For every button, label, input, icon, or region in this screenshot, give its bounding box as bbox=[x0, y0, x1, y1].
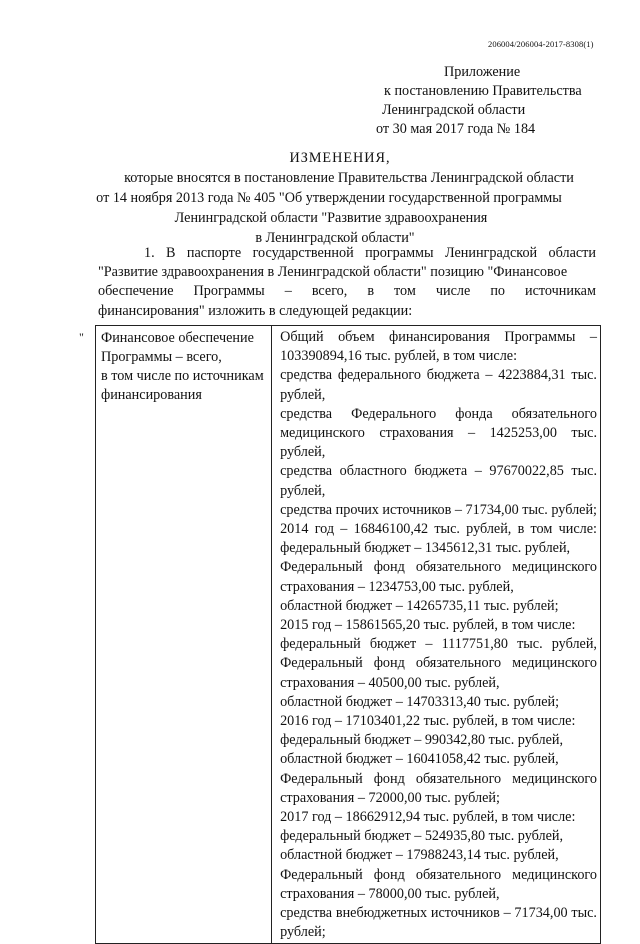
title-line: которые вносятся в постановление Правительства Ленинградской области bbox=[124, 170, 574, 186]
financing-line: областной бюджет – 14265735,11 тыс. рублей; bbox=[280, 597, 559, 614]
title-line: Ленинградской области "Развитие здравоохранения bbox=[174, 210, 488, 226]
paragraph-word: в bbox=[367, 283, 375, 300]
position-name-line: в том числе по источникам bbox=[101, 368, 264, 384]
document-id: 206004/206004-2017-8308(1) bbox=[488, 39, 594, 49]
financing-line: Федеральный фонд обязательного медицинского bbox=[280, 866, 597, 883]
paragraph-line: финансирования" изложить в следующей редакции: bbox=[98, 302, 413, 319]
financing-line: 2017 год – 18662912,94 тыс. рублей, в том числе: bbox=[280, 809, 576, 826]
paragraph-word: Ленинградской bbox=[444, 245, 538, 261]
financing-line: страхования – 72000,00 тыс. рублей; bbox=[280, 789, 500, 806]
financing-line: Федеральный фонд обязательного медицинского bbox=[280, 559, 597, 576]
financing-line: 2016 год – 17103401,22 тыс. рублей, в том числе: bbox=[280, 713, 576, 730]
document-title bbox=[0, 148, 640, 248]
paragraph-word: 1. bbox=[144, 245, 155, 261]
financing-line: страхования – 1234753,00 тыс. рублей, bbox=[280, 578, 514, 595]
table-row bbox=[96, 326, 601, 944]
financing-line: средства областного бюджета – 97670022,85 тыс. bbox=[280, 463, 597, 480]
financing-line: рублей, bbox=[280, 482, 326, 499]
financing-line: медицинского страхования – 1425253,00 тыс. bbox=[280, 425, 597, 442]
paragraph-line: "Развитие здравоохранения в Ленинградской области" позицию "Финансовое bbox=[98, 264, 568, 281]
title-heading: ИЗМЕНЕНИЯ, bbox=[289, 150, 391, 166]
paragraph-word: том bbox=[394, 283, 416, 300]
financing-line: областной бюджет – 16041058,42 тыс. рублей, bbox=[280, 751, 559, 768]
title-line: от 14 ноября 2013 года № 405 "Об утверждении государственной программы bbox=[96, 190, 562, 206]
paragraph-word: – bbox=[284, 283, 292, 300]
financing-line: Федеральный фонд обязательного медицинского bbox=[280, 770, 597, 787]
position-name-line: Программы – всего, bbox=[101, 349, 222, 365]
financing-line: федеральный бюджет – 1345612,31 тыс. рублей, bbox=[280, 540, 571, 557]
financing-line: Федеральный фонд обязательного медицинского bbox=[280, 655, 597, 672]
paragraph-word: всего, bbox=[311, 283, 348, 300]
financing-line: средства прочих источников – 71734,00 тыс. рублей; bbox=[280, 501, 597, 518]
paragraph-line bbox=[98, 282, 596, 301]
financing-table bbox=[95, 325, 601, 944]
financing-line: средства федерального бюджета – 4223884,31 тыс. bbox=[280, 367, 597, 384]
financing-line: федеральный бюджет – 1117751,80 тыс. рублей, bbox=[280, 636, 597, 653]
financing-line: средства Федерального фонда обязательного bbox=[280, 405, 597, 422]
paragraph-word: источникам bbox=[525, 283, 596, 300]
financing-line: страхования – 78000,00 тыс. рублей, bbox=[280, 885, 500, 902]
paragraph-word: государственной bbox=[252, 245, 354, 261]
opening-quote: " bbox=[79, 330, 84, 344]
paragraph-word: Программы bbox=[193, 283, 265, 300]
appendix-line: к постановлению Правительства bbox=[384, 83, 582, 99]
appendix-line: Ленинградской области bbox=[382, 102, 526, 118]
body-paragraph bbox=[98, 244, 596, 321]
paragraph-word: В bbox=[166, 245, 176, 261]
financing-line: 2014 год – 16846100,42 тыс. рублей, в том числе: bbox=[280, 521, 597, 538]
financing-line: областной бюджет – 17988243,14 тыс. рублей, bbox=[280, 847, 559, 864]
financing-line: 2015 год – 15861565,20 тыс. рублей, в том числе: bbox=[280, 617, 576, 634]
financing-details-cell bbox=[272, 326, 601, 944]
financing-line: рублей, bbox=[280, 386, 326, 403]
paragraph-word: по bbox=[490, 283, 505, 300]
financing-line: федеральный бюджет – 524935,80 тыс. рублей, bbox=[280, 828, 564, 845]
position-name-cell bbox=[96, 326, 272, 944]
paragraph-word: области bbox=[548, 245, 596, 261]
position-name-line: финансирования bbox=[101, 387, 202, 403]
title-line: в Ленинградской области" bbox=[255, 230, 415, 246]
paragraph-word: обеспечение bbox=[98, 283, 174, 300]
paragraph-word: числе bbox=[435, 283, 471, 300]
financing-line: рублей; bbox=[280, 924, 326, 941]
financing-line: федеральный бюджет – 990342,80 тыс. рублей, bbox=[280, 732, 564, 749]
paragraph-word: программы bbox=[365, 245, 434, 261]
appendix-line: от 30 мая 2017 года № 184 bbox=[376, 121, 536, 137]
financing-line: средства внебюджетных источников – 71734,00 тыс. bbox=[280, 905, 597, 922]
position-name-line: Финансовое обеспечение bbox=[101, 330, 254, 346]
financing-line: 103390894,16 тыс. рублей, в том числе: bbox=[280, 348, 518, 365]
appendix-block bbox=[376, 63, 582, 139]
appendix-line: Приложение bbox=[444, 64, 521, 80]
paragraph-line bbox=[98, 244, 596, 263]
paragraph-word: паспорте bbox=[186, 245, 242, 261]
financing-line: страхования – 40500,00 тыс. рублей, bbox=[280, 674, 500, 691]
financing-line: Общий объем финансирования Программы – bbox=[280, 329, 597, 345]
financing-line: рублей, bbox=[280, 444, 326, 461]
financing-line: областной бюджет – 14703313,40 тыс. рублей; bbox=[280, 693, 560, 710]
